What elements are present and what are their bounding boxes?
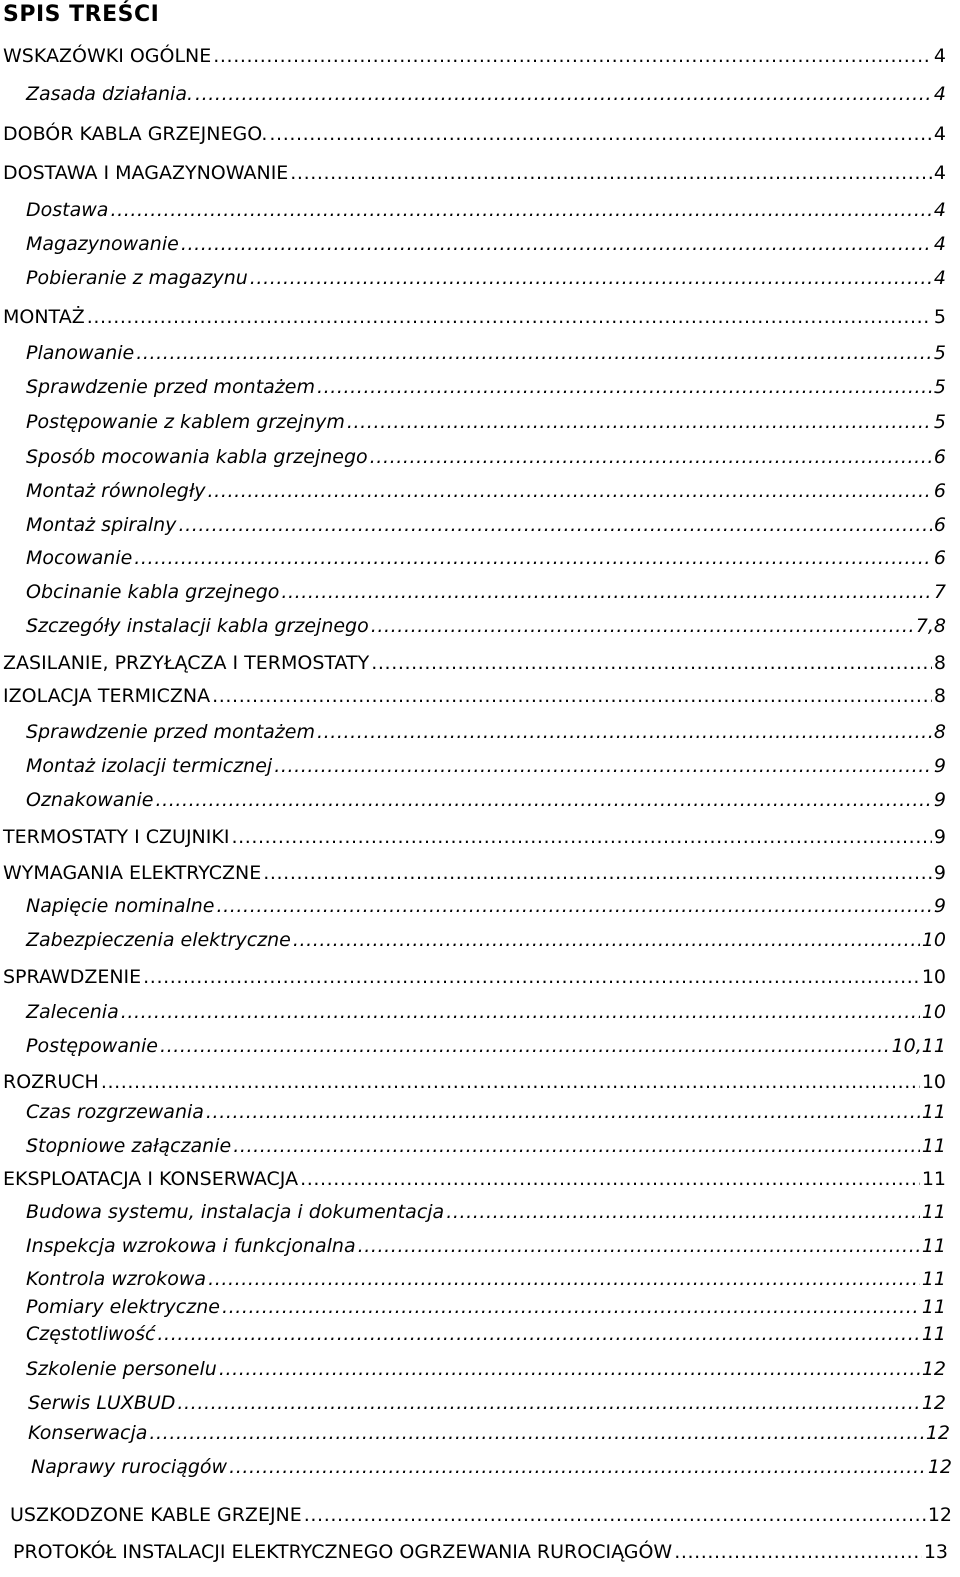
toc-entry-label: Obcinanie kabla grzejnego <box>26 581 280 603</box>
toc-entry-label: Sposób mocowania kabla grzejnego <box>26 446 368 468</box>
toc-entry-label: Pobieranie z magazynu <box>26 267 248 289</box>
toc-page-number: 11 <box>921 1135 946 1157</box>
toc-subsection-entry[interactable] <box>26 1100 946 1124</box>
toc-page-number: 9 <box>933 789 946 811</box>
toc-section-entry[interactable] <box>3 44 946 68</box>
toc-page-number: 5 <box>933 376 946 398</box>
toc-dot-leader <box>206 1100 920 1124</box>
toc-subsection-entry[interactable] <box>26 266 946 290</box>
toc-section-entry[interactable] <box>3 1167 946 1191</box>
toc-dot-leader <box>281 580 932 604</box>
toc-section-entry[interactable] <box>3 1070 946 1094</box>
toc-page-number: 11 <box>921 1201 946 1223</box>
toc-dot-leader <box>231 825 931 849</box>
toc-subsection-entry[interactable] <box>26 720 946 744</box>
toc-subsection-entry[interactable] <box>26 788 946 812</box>
toc-dot-leader <box>110 198 931 222</box>
toc-dot-leader <box>358 1234 920 1258</box>
toc-page-number: 7 <box>933 581 946 603</box>
toc-subsection-entry[interactable] <box>26 1234 946 1258</box>
toc-entry-label: Oznakowanie <box>26 789 154 811</box>
toc-page-number: 8 <box>933 685 946 707</box>
toc-subsection-entry[interactable] <box>26 546 946 570</box>
toc-page-number: 12 <box>925 1422 950 1444</box>
toc-subsection-entry[interactable] <box>31 1455 952 1479</box>
toc-subsection-entry[interactable] <box>26 1357 946 1381</box>
toc-page-number: 11 <box>921 1168 946 1190</box>
toc-section-entry[interactable] <box>3 161 946 185</box>
toc-entry-label: Czas rozgrzewania <box>26 1101 204 1123</box>
toc-entry-label: Montaż równoległy <box>26 480 206 502</box>
toc-entry-label: MONTAŻ <box>3 306 85 328</box>
toc-page-number: 4 <box>933 83 946 105</box>
toc-dot-leader <box>212 684 932 708</box>
toc-entry-label: SPRAWDZENIE <box>3 966 142 988</box>
toc-subsection-entry[interactable] <box>26 1295 946 1319</box>
toc-entry-label: WYMAGANIA ELEKTRYCZNE <box>3 862 262 884</box>
toc-section-entry[interactable] <box>3 965 946 989</box>
toc-dot-leader <box>101 1070 920 1094</box>
toc-page-number: 8 <box>933 721 946 743</box>
toc-page-number: 4 <box>933 162 946 184</box>
toc-page-number: 9 <box>933 826 946 848</box>
toc-entry-label: Serwis LUXBUD <box>28 1392 176 1414</box>
toc-dot-leader <box>160 1034 890 1058</box>
toc-page-number: 7,8 <box>915 615 946 637</box>
toc-page-number: 10,11 <box>891 1035 946 1057</box>
toc-entry-label: USZKODZONE KABLE GRZEJNE <box>10 1504 302 1526</box>
toc-entry-label: ROZRUCH <box>3 1071 99 1093</box>
toc-page-number: 10 <box>921 929 946 951</box>
toc-subsection-entry[interactable] <box>26 1034 946 1058</box>
toc-section-entry[interactable] <box>10 1503 952 1527</box>
toc-dot-leader <box>181 232 932 256</box>
toc-entry-label: Magazynowanie <box>26 233 179 255</box>
toc-page-number: 4 <box>933 233 946 255</box>
toc-section-entry[interactable] <box>3 825 946 849</box>
toc-entry-label: ZASILANIE, PRZYŁĄCZA I TERMOSTATY <box>3 652 370 674</box>
toc-entry-label: Zalecenia <box>26 1001 119 1023</box>
toc-page-number: 5 <box>933 411 946 433</box>
toc-subsection-entry[interactable] <box>26 198 946 222</box>
toc-entry-label: Inspekcja wzrokowa i funkcjonalna <box>26 1235 356 1257</box>
toc-dot-leader <box>371 651 932 675</box>
toc-subsection-entry[interactable] <box>26 1200 946 1224</box>
toc-dot-leader <box>222 1295 920 1319</box>
toc-page-number: 11 <box>921 1296 946 1318</box>
toc-subsection-entry[interactable] <box>26 82 946 106</box>
toc-dot-leader <box>300 1167 920 1191</box>
toc-page-number: 4 <box>933 199 946 221</box>
toc-subsection-entry[interactable] <box>26 445 946 469</box>
toc-dot-leader <box>317 375 932 399</box>
toc-dot-leader <box>250 266 932 290</box>
toc-dot-leader <box>178 513 931 537</box>
toc-entry-label: Postępowanie z kablem grzejnym <box>26 411 345 433</box>
toc-dot-leader <box>177 1391 919 1415</box>
toc-page-number: 10 <box>921 1071 946 1093</box>
toc-dot-leader <box>155 788 931 812</box>
toc-page-number: 9 <box>933 755 946 777</box>
toc-subsection-entry[interactable] <box>26 375 946 399</box>
toc-subsection-entry[interactable] <box>26 928 946 952</box>
toc-section-entry[interactable] <box>3 684 946 708</box>
toc-page-number: 12 <box>927 1456 952 1478</box>
toc-dot-leader <box>304 1503 926 1527</box>
toc-entry-label: EKSPLOATACJA I KONSERWACJA <box>3 1168 299 1190</box>
toc-page-number: 10 <box>921 966 946 988</box>
toc-dot-leader <box>143 965 920 989</box>
toc-page-number: 4 <box>933 45 946 67</box>
toc-page-number: 12 <box>921 1392 946 1414</box>
toc-entry-label: Mocowanie <box>26 547 133 569</box>
toc-entry-label: Zasada działania. <box>26 83 194 105</box>
toc-dot-leader <box>134 546 932 570</box>
toc-entry-label: Napięcie nominalne <box>26 895 215 917</box>
toc-subsection-entry[interactable] <box>26 614 946 638</box>
toc-entry-label: Naprawy rurociągów <box>31 1456 228 1478</box>
toc-page-number: 4 <box>933 267 946 289</box>
toc-dot-leader <box>371 614 914 638</box>
toc-page-number: 6 <box>933 547 946 569</box>
toc-dot-leader <box>263 861 932 885</box>
toc-page-number: 10 <box>921 1001 946 1023</box>
toc-page-number: 6 <box>933 480 946 502</box>
toc-entry-label: DOBÓR KABLA GRZEJNEGO. <box>3 123 268 145</box>
toc-entry-label: IZOLACJA TERMICZNA <box>3 685 211 707</box>
toc-subsection-entry[interactable] <box>26 1267 946 1291</box>
toc-section-entry[interactable] <box>13 1540 948 1564</box>
toc-entry-label: Konserwacja <box>28 1422 148 1444</box>
toc-subsection-entry[interactable] <box>26 513 946 537</box>
toc-page-number: 11 <box>921 1268 946 1290</box>
toc-dot-leader <box>674 1540 922 1564</box>
toc-entry-label: Kontrola wzrokowa <box>26 1268 207 1290</box>
toc-subsection-entry[interactable] <box>26 232 946 256</box>
toc-entry-label: Montaż izolacji termicznej <box>26 755 273 777</box>
toc-page-number: 12 <box>921 1358 946 1380</box>
toc-page-number: 13 <box>923 1541 948 1563</box>
toc-entry-label: Zabezpieczenia elektryczne <box>26 929 291 951</box>
toc-dot-leader <box>290 161 932 185</box>
toc-dot-leader <box>269 122 931 146</box>
page-title: SPIS TREŚCI <box>3 2 160 27</box>
toc-subsection-entry[interactable] <box>26 754 946 778</box>
toc-page-number: 5 <box>933 306 946 328</box>
toc-subsection-entry[interactable] <box>26 341 946 365</box>
toc-page-number: 11 <box>921 1101 946 1123</box>
toc-dot-leader <box>317 720 932 744</box>
toc-dot-leader <box>87 305 932 329</box>
toc-dot-leader <box>229 1455 926 1479</box>
toc-section-entry[interactable] <box>3 305 946 329</box>
toc-page-number: 5 <box>933 342 946 364</box>
toc-dot-leader <box>446 1200 920 1224</box>
toc-page-number: 11 <box>921 1323 946 1345</box>
toc-dot-leader <box>136 341 932 365</box>
toc-subsection-entry[interactable] <box>26 410 946 434</box>
toc-subsection-entry[interactable] <box>26 479 946 503</box>
toc-page-number: 9 <box>933 862 946 884</box>
toc-entry-label: Dostawa <box>26 199 109 221</box>
toc-dot-leader <box>213 44 932 68</box>
toc-entry-label: Sprawdzenie przed montażem <box>26 376 315 398</box>
toc-entry-label: PROTOKÓŁ INSTALACJI ELEKTRYCZNEGO OGRZEWANIA RUROCIĄGÓW <box>13 1541 673 1563</box>
toc-subsection-entry[interactable] <box>26 580 946 604</box>
toc-page-number: 4 <box>933 123 946 145</box>
toc-entry-label: Stopniowe załączanie <box>26 1135 232 1157</box>
toc-page-number: 11 <box>921 1235 946 1257</box>
toc-page-number: 9 <box>933 895 946 917</box>
toc-dot-leader <box>217 894 932 918</box>
toc-entry-label: Planowanie <box>26 342 135 364</box>
toc-entry-label: Szkolenie personelu <box>26 1358 217 1380</box>
toc-dot-leader <box>370 445 932 469</box>
toc-section-entry[interactable] <box>3 861 946 885</box>
toc-page-number: 6 <box>933 446 946 468</box>
toc-entry-label: Pomiary elektryczne <box>26 1296 220 1318</box>
toc-entry-label: WSKAZÓWKI OGÓLNE <box>3 45 212 67</box>
toc-dot-leader <box>195 82 932 106</box>
toc-subsection-entry[interactable] <box>28 1421 950 1445</box>
toc-subsection-entry[interactable] <box>26 1000 946 1024</box>
toc-entry-label: Szczegóły instalacji kabla grzejnego <box>26 615 369 637</box>
toc-subsection-entry[interactable] <box>28 1391 946 1415</box>
toc-entry-label: DOSTAWA I MAGAZYNOWANIE <box>3 162 289 184</box>
toc-entry-label: Częstotliwość <box>26 1323 156 1345</box>
toc-dot-leader <box>219 1357 920 1381</box>
toc-dot-leader <box>208 1267 920 1291</box>
toc-dot-leader <box>149 1421 923 1445</box>
toc-dot-leader <box>157 1322 919 1346</box>
toc-page-number: 12 <box>927 1504 952 1526</box>
toc-entry-label: Budowa systemu, instalacja i dokumentacja <box>26 1201 445 1223</box>
toc-entry-label: Sprawdzenie przed montażem <box>26 721 315 743</box>
toc-entry-label: Montaż spiralny <box>26 514 177 536</box>
toc-dot-leader <box>347 410 932 434</box>
toc-entry-label: Postępowanie <box>26 1035 158 1057</box>
toc-page-number: 8 <box>933 652 946 674</box>
toc-subsection-entry[interactable] <box>26 1134 946 1158</box>
toc-section-entry[interactable] <box>3 122 946 146</box>
toc-dot-leader <box>121 1000 920 1024</box>
toc-dot-leader <box>233 1134 920 1158</box>
toc-subsection-entry[interactable] <box>26 894 946 918</box>
toc-subsection-entry[interactable] <box>26 1322 946 1346</box>
toc-dot-leader <box>274 754 932 778</box>
toc-dot-leader <box>293 928 920 952</box>
toc-page-number: 6 <box>933 514 946 536</box>
toc-dot-leader <box>208 479 932 503</box>
toc-entry-label: TERMOSTATY I CZUJNIKI <box>3 826 230 848</box>
toc-section-entry[interactable] <box>3 651 946 675</box>
